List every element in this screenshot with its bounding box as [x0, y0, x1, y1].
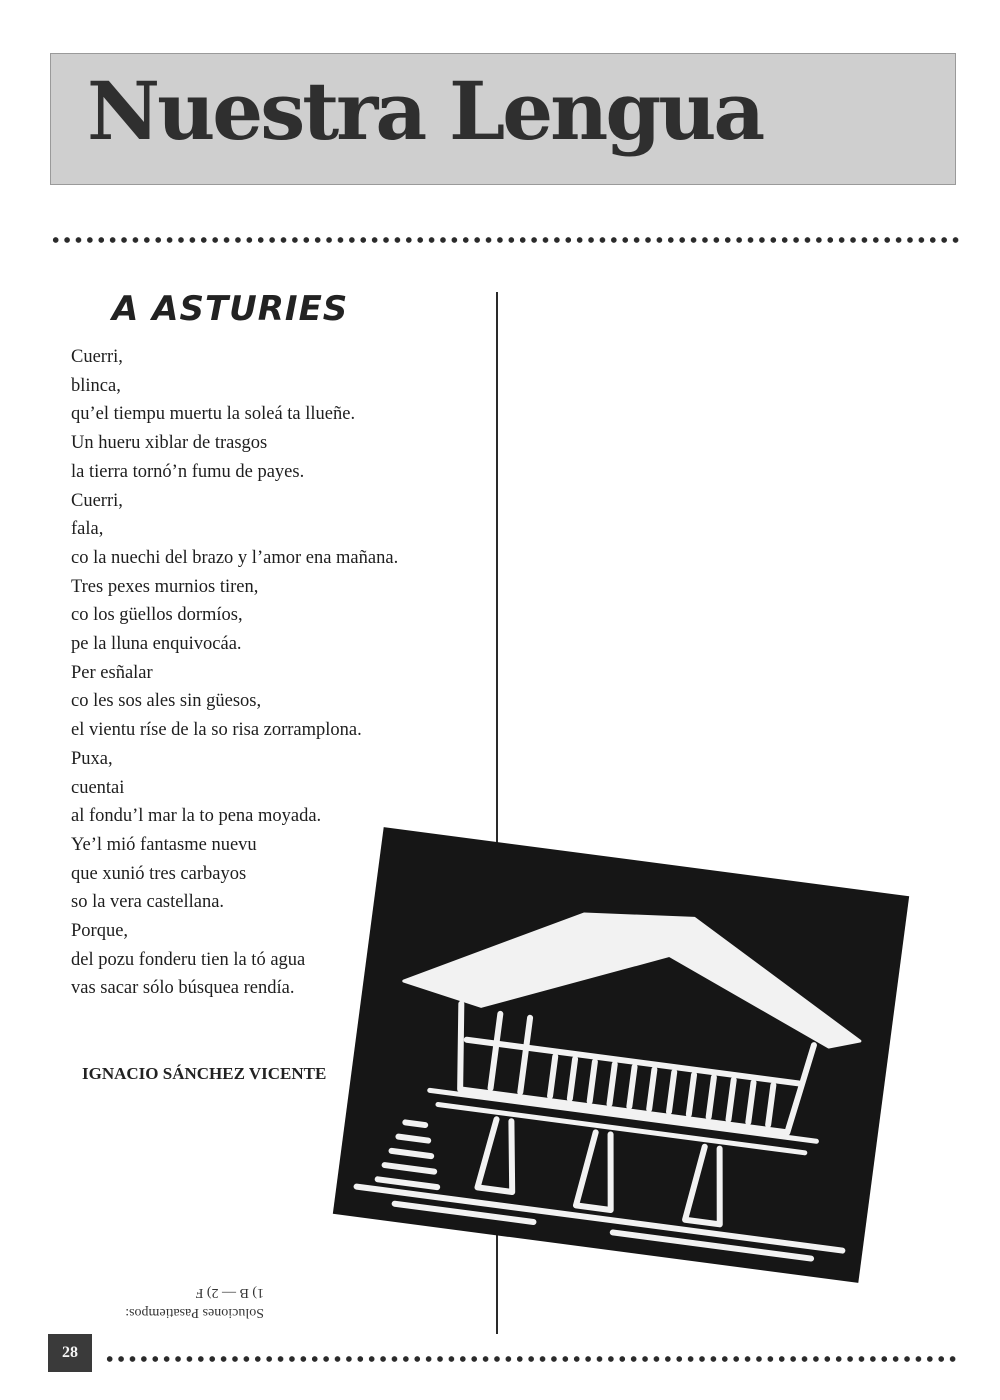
poem-line: Un hueru xiblar de trasgos — [71, 433, 268, 454]
poem-line: Cuerri, — [71, 347, 123, 367]
top-dotted-divider — [50, 236, 960, 244]
poem-line: la tierra tornó’n fumu de payes. — [71, 461, 305, 482]
horreo-drawing — [333, 827, 909, 1283]
poem-line: del pozu fonderu tien la tó agua — [71, 949, 306, 970]
poem-line: blinca, — [71, 375, 121, 396]
poem-line: co los güellos dormíos, — [71, 605, 243, 626]
poem-title: A ASTURIES — [112, 289, 349, 329]
poem-line: Cuerri, — [71, 490, 123, 511]
poem-line: cuentai — [71, 777, 125, 798]
solutions-label: Soluciones Pasatiempos: — [125, 1305, 264, 1320]
poem-line: pe la lluna enquivocáa. — [71, 634, 242, 655]
poem-line: Porque, — [71, 921, 129, 942]
poem-line: co les sos ales sin güesos, — [71, 691, 262, 712]
poem-line: co la nuechi del brazo y l’amor ena mañana. — [71, 547, 399, 568]
poem-line: Per esñalar — [71, 662, 153, 683]
poem-line: Ye’l mió fantasme nuevu — [71, 834, 257, 855]
page-number: 28 — [48, 1334, 92, 1372]
poem-line: Puxa, — [71, 748, 113, 769]
poem-author: IGNACIO SÁNCHEZ VICENTE — [82, 1064, 327, 1083]
poem-line: que xunió tres carbayos — [71, 863, 247, 884]
horreo-illustration — [333, 827, 909, 1283]
poem-line: fala, — [71, 519, 104, 540]
poem-line: vas sacar sólo búsquea rendía. — [71, 978, 295, 999]
poem-line: qu’el tiempu muertu la soleá ta llueñe. — [71, 404, 356, 425]
puzzle-solutions — [64, 1282, 264, 1322]
bottom-dotted-divider — [104, 1355, 960, 1363]
poem-line: el vientu ríse de la so risa zorramplona. — [71, 720, 362, 741]
solutions-answers: 1) B — 2) F — [195, 1285, 264, 1300]
poem-line: al fondu’l mar la to pena moyada. — [71, 806, 322, 827]
page-title: Nuestra Lengua — [87, 64, 763, 158]
poem-line: so la vera castellana. — [71, 892, 225, 913]
poem-line: Tres pexes murnios tiren, — [71, 576, 259, 597]
header-banner — [50, 53, 956, 185]
